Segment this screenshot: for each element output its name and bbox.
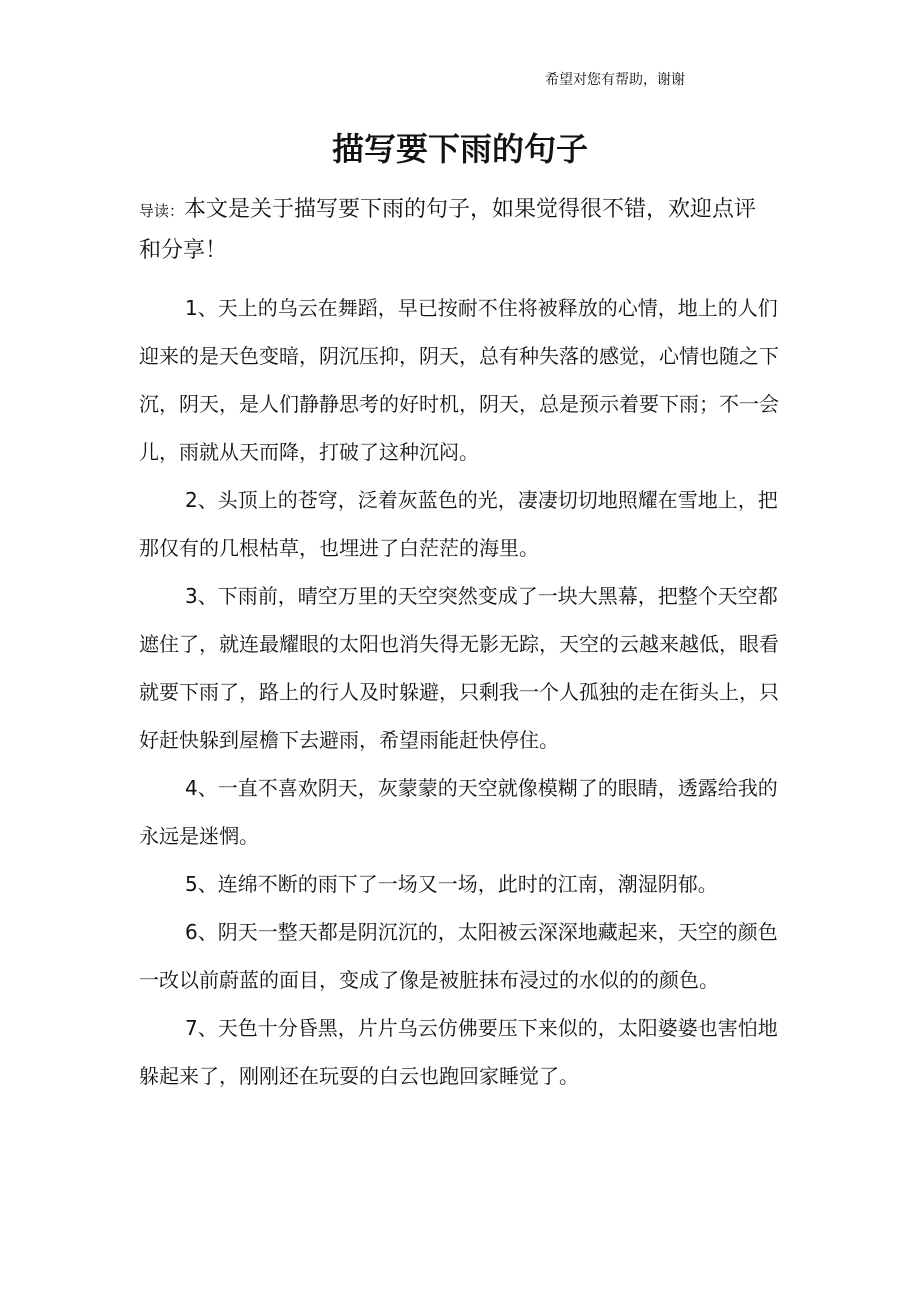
paragraph-2: 2、头顶上的苍穹，泛着灰蓝色的光，凄凄切切地照耀在雪地上，把那仅有的几根枯草，也埋进了白茫茫的海里。 xyxy=(139,488,778,560)
intro-label: 导读： xyxy=(139,202,185,220)
document-title: 描写要下雨的句子 xyxy=(331,130,588,168)
paragraph-3: 3、下雨前，晴空万里的天空突然变成了一块大黑幕，把整个天空都遮住了，就连最耀眼的太阳也消失得无影无踪，天空的云越来越低，眼看就要下雨了，路上的行人及时躲避，只剩我一个人孤独的走在街头上，只好赶快躲到屋檐下去避雨，希望雨能赶快停住。 xyxy=(139,584,779,752)
paragraph-7: 7、天色十分昏黑，片片乌云仿佛要压下来似的，太阳婆婆也害怕地躲起来了，刚刚还在玩耍的白云也跑回家睡觉了。 xyxy=(139,1016,778,1088)
paragraph-5: 5、连绵不断的雨下了一场又一场，此时的江南，潮湿阴郁。 xyxy=(185,872,718,896)
paragraph-6: 6、阴天一整天都是阴沉沉的，太阳被云深深地藏起来，天空的颜色一改以前蔚蓝的面目，变成了像是被脏抹布浸过的水似的的颜色。 xyxy=(139,920,778,992)
header-note: 希望对您有帮助，谢谢 xyxy=(545,72,685,88)
intro-text: 本文是关于描写要下雨的句子，如果觉得很不错，欢迎点评和分享！ xyxy=(139,197,757,263)
document-body xyxy=(139,284,791,1100)
paragraph-1: 1、天上的乌云在舞蹈，早已按耐不住将被释放的心情，地上的人们迎来的是天色变暗，阴沉压抑，阴天，总有种失落的感觉，心情也随之下沉，阴天，是人们静静思考的好时机，阴天，总是预示着要下雨；不一会儿，雨就从天而降，打破了这种沉闷。 xyxy=(139,296,779,464)
paragraph-4: 4、一直不喜欢阴天，灰蒙蒙的天空就像模糊了的眼睛，透露给我的永远是迷惘。 xyxy=(139,776,778,848)
intro-paragraph xyxy=(139,190,767,271)
